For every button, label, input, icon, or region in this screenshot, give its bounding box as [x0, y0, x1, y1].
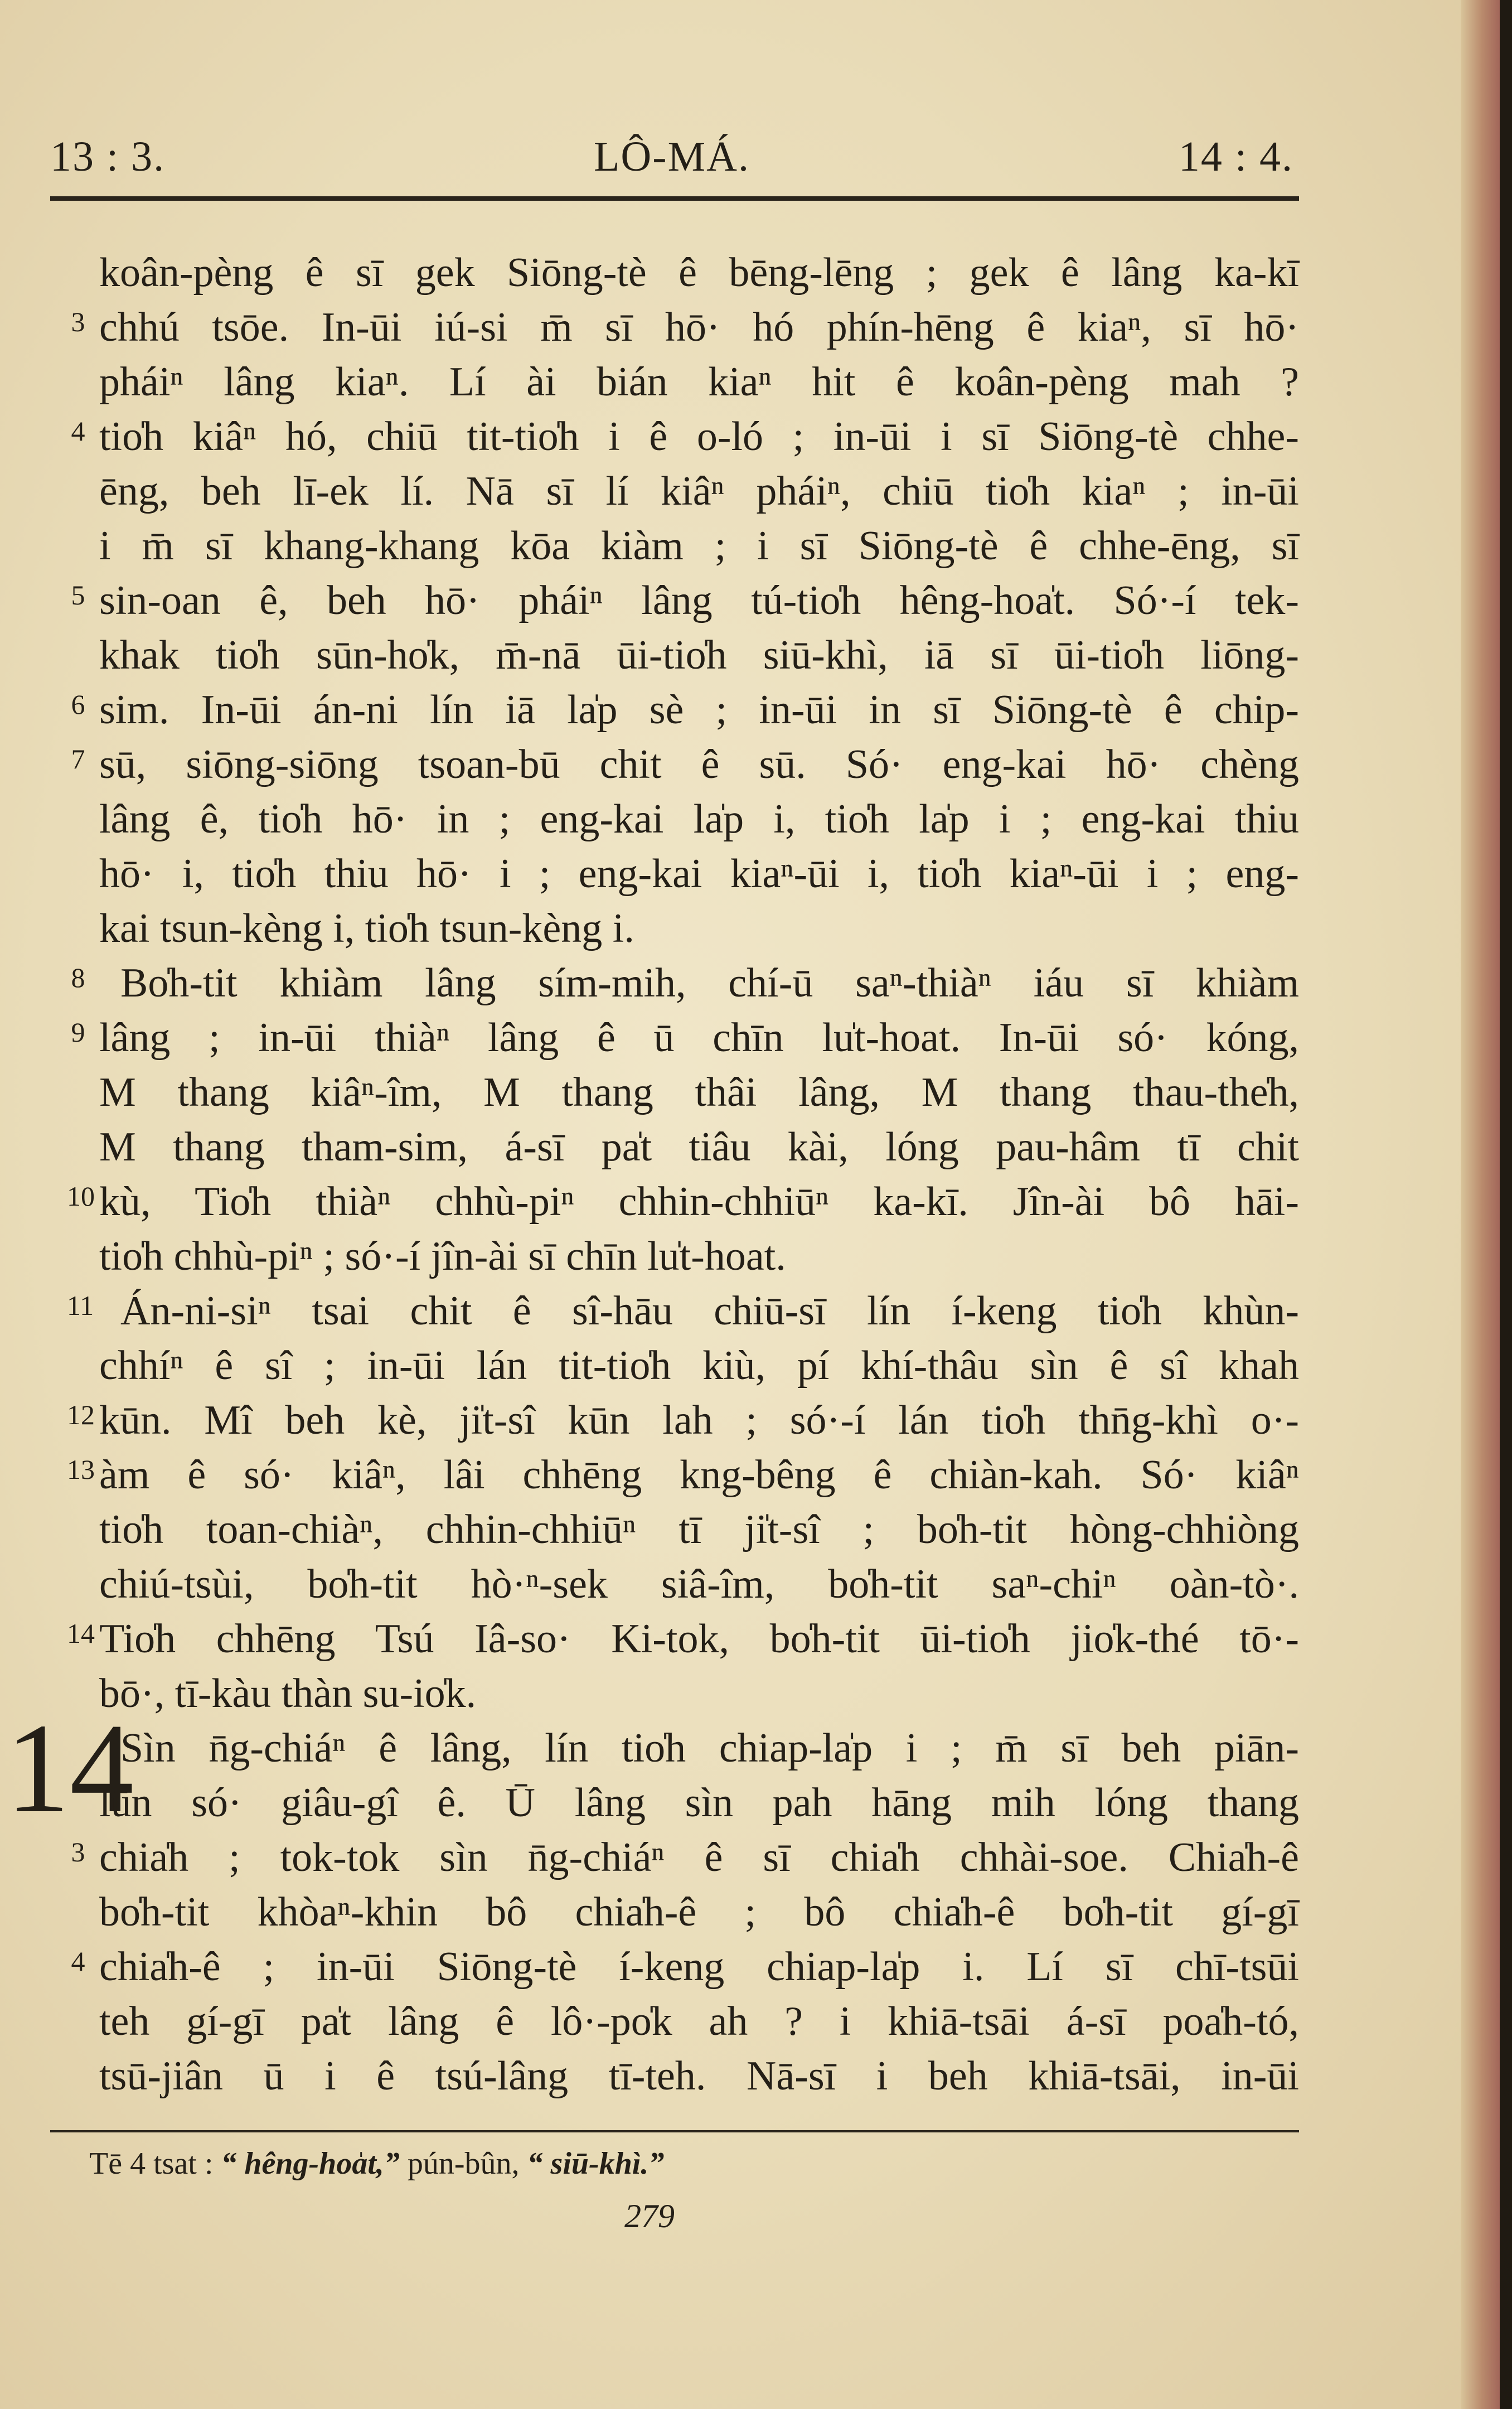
- text-line: [50, 2049, 1299, 2103]
- text-line: [50, 1120, 1299, 1174]
- text-line: [50, 409, 1299, 464]
- text-line: [50, 1830, 1299, 1885]
- text-line: [50, 1776, 1299, 1830]
- line-text: tsū-jiân ū i ê tsú-lâng tī-teh. Nā-sī i beh khiā-tsāi, in-ūi: [99, 2053, 1299, 2099]
- verse-number: 3: [71, 1836, 85, 1868]
- line-text: sin-oan ê, beh hō· pháiⁿ lâng tú-tio̍h hêng-hoa̍t. Só·-í tek-: [99, 578, 1299, 623]
- footnote-quote-1: “ hêng-hoa̍t,”: [221, 2146, 400, 2181]
- verse-number: 13: [67, 1454, 95, 1485]
- line-text: tio̍h toan-chiàⁿ, chhin-chhiūⁿ tī ji̍t-sî ; bo̍h-tit hòng-chhiòng: [99, 1507, 1299, 1552]
- line-text: àm ê só· kiâⁿ, lâi chhēng kng-bêng ê chiàn-kah. Só· kiâⁿ: [99, 1452, 1299, 1498]
- header-book-title: LÔ-MÁ.: [593, 133, 750, 180]
- line-text: sim. In-ūi án-ni lín iā la̍p sè ; in-ūi in sī Siōng-tè ê chip-: [99, 687, 1299, 733]
- verse-number: 7: [71, 743, 85, 775]
- footnote-quote-2: “ siū-khì.”: [527, 2146, 665, 2181]
- line-text: hō· i, tio̍h thiu hō· i ; eng-kai kiaⁿ-ūi i, tio̍h kiaⁿ-ūi i ; eng-: [99, 851, 1299, 897]
- text-line: [50, 355, 1299, 409]
- verse-number: 4: [71, 1946, 85, 1977]
- verse-number: 9: [71, 1017, 85, 1048]
- line-text: Bo̍h-tit khiàm lâng sím-mih, chí-ū saⁿ-thiàⁿ iáu sī khiàm: [120, 960, 1299, 1006]
- line-text: chhú tsōe. In-ūi iú-si m̄ sī hō· hó phín-hēng ê kiaⁿ, sī hō·: [99, 304, 1299, 350]
- text-line: [50, 1284, 1299, 1338]
- text-line: [50, 1666, 1299, 1721]
- line-text: tio̍h chhù-piⁿ ; só·-í jîn-ài sī chīn lu̍t-hoat.: [99, 1233, 786, 1279]
- footnote-rule: [50, 2130, 1299, 2132]
- line-text: lâng ; in-ūi thiàⁿ lâng ê ū chīn lu̍t-hoat. In-ūi só· kóng,: [99, 1015, 1299, 1061]
- line-text: chhíⁿ ê sî ; in-ūi lán tit-tio̍h kiù, pí khí-thâu sìn ê sî khah: [99, 1343, 1299, 1389]
- line-text: ēng, beh lī-ek lí. Nā sī lí kiâⁿ pháiⁿ, chiū tio̍h kiaⁿ ; in-ūi: [99, 468, 1299, 514]
- text-line: [50, 1065, 1299, 1120]
- text-line: [50, 683, 1299, 737]
- text-line: [50, 737, 1299, 792]
- footnote-label: Tē 4 tsat :: [89, 2146, 214, 2181]
- line-text: chia̍h-ê ; in-ūi Siōng-tè í-keng chiap-la̍p i. Lí sī chī-tsūi: [99, 1944, 1299, 1990]
- verse-number: 12: [67, 1399, 95, 1430]
- line-text: Tio̍h chhēng Tsú Iâ-so· Ki-tok, bo̍h-tit ūi-tio̍h jio̍k-thé tō·-: [99, 1616, 1299, 1662]
- text-line: [50, 1448, 1299, 1502]
- header-verse-start: 13 : 3.: [50, 133, 166, 180]
- text-body: [6, 245, 1299, 2103]
- running-header: [50, 122, 1293, 188]
- line-text: bo̍h-tit khòaⁿ-khin bô chia̍h-ê ; bô chia̍h-ê bo̍h-tit gí-gī: [99, 1889, 1299, 1935]
- header-verse-end: 14 : 4.: [1178, 133, 1293, 180]
- text-line: [50, 1393, 1299, 1448]
- verse-number: 11: [67, 1290, 94, 1321]
- verse-number: 6: [71, 689, 85, 720]
- verse-number: 4: [71, 415, 85, 447]
- text-line: [50, 1174, 1299, 1229]
- text-line: [50, 901, 1299, 956]
- verse-number: 5: [71, 579, 85, 611]
- line-text: kù, Tio̍h thiàⁿ chhù-piⁿ chhin-chhiūⁿ ka-kī. Jîn-ài bô hāi-: [99, 1179, 1299, 1225]
- text-line: [50, 300, 1299, 355]
- text-line: [50, 846, 1299, 901]
- text-line: [50, 1502, 1299, 1557]
- page-number: 279: [624, 2198, 675, 2234]
- line-text: Án-ni-siⁿ tsai chit ê sî-hāu chiū-sī lín í-keng tio̍h khùn-: [120, 1288, 1299, 1334]
- line-text: khak tio̍h sūn-ho̍k, m̄-nā ūi-tio̍h siū-khì, iā sī ūi-tio̍h liōng-: [99, 632, 1299, 678]
- line-text: i m̄ sī khang-khang kōa kiàm ; i sī Siōng-tè ê chhe-ēng, sī: [99, 523, 1299, 569]
- verse-number: 8: [71, 962, 85, 993]
- line-text: lâng ê, tio̍h hō· in ; eng-kai la̍p i, tio̍h la̍p i ; eng-kai thiu: [99, 796, 1299, 842]
- line-text: M thang kiâⁿ-îm, M thang thâi lâng, M thang thau-the̍h,: [99, 1070, 1299, 1115]
- verse-number: 10: [67, 1181, 95, 1212]
- text-line: [50, 245, 1299, 300]
- text-line: [50, 464, 1299, 519]
- text-line: [50, 1338, 1299, 1393]
- text-line: [50, 792, 1299, 846]
- text-line: [50, 1010, 1299, 1065]
- text-line: [50, 573, 1299, 628]
- line-text: M thang tham-sim, á-sī pa̍t tiâu kài, lóng pau-hâm tī chit: [99, 1124, 1299, 1170]
- text-line: [50, 1229, 1299, 1284]
- line-text: tio̍h kiâⁿ hó, chiū tit-tio̍h i ê o-ló ; in-ūi i sī Siōng-tè chhe-: [99, 414, 1299, 459]
- text-line: [50, 628, 1299, 683]
- line-text: Sìn n̄g-chiáⁿ ê lâng, lín tio̍h chiap-la̍p i ; m̄ sī beh piān-: [120, 1725, 1299, 1771]
- text-line: [50, 1557, 1299, 1612]
- line-text: kai tsun-kèng i, tio̍h tsun-kèng i.: [99, 906, 634, 951]
- text-line: [50, 519, 1299, 573]
- line-text: koân-pèng ê sī gek Siōng-tè ê bēng-lēng ; gek ê lâng ka-kī: [99, 250, 1299, 296]
- footnote-mid: pún-bûn,: [407, 2146, 520, 2181]
- verse-number: 14: [67, 1618, 95, 1649]
- line-text: teh gí-gī pa̍t lâng ê lô·-po̍k ah ? i khiā-tsāi á-sī poa̍h-tó,: [99, 1999, 1299, 2044]
- header-rule: [50, 196, 1299, 201]
- line-text: chia̍h ; tok-tok sìn n̄g-chiáⁿ ê sī chia̍h chhài-soe. Chia̍h-ê: [99, 1835, 1299, 1880]
- line-text: lūn só· giâu-gî ê. Ū lâng sìn pah hāng mih lóng thang: [99, 1780, 1299, 1826]
- line-text: bō·, tī-kàu thàn su-io̍k.: [99, 1671, 477, 1716]
- line-text: sū, siōng-siōng tsoan-bū chit ê sū. Só· eng-kai hō· chèng: [99, 742, 1299, 787]
- line-text: pháiⁿ lâng kiaⁿ. Lí ài bián kiaⁿ hit ê koân-pèng mah ?: [99, 359, 1299, 405]
- line-text: kūn. Mî beh kè, ji̍t-sî kūn lah ; só·-í lán tio̍h thn̄g-khì o·-: [99, 1397, 1299, 1443]
- text-line: [50, 1994, 1299, 2049]
- page-edge: [1461, 0, 1500, 2409]
- text-line: [50, 1612, 1299, 1666]
- verse-number: 3: [71, 306, 85, 337]
- text-line: [50, 1939, 1299, 1994]
- line-text: chiú-tsùi, bo̍h-tit hò·ⁿ-sek siâ-îm, bo̍h-tit saⁿ-chiⁿ oàn-tò·.: [99, 1561, 1299, 1607]
- footnote: [89, 2141, 664, 2186]
- text-line: [50, 956, 1299, 1010]
- chapter-number: 14: [6, 1697, 134, 1839]
- text-line: [50, 1885, 1299, 1939]
